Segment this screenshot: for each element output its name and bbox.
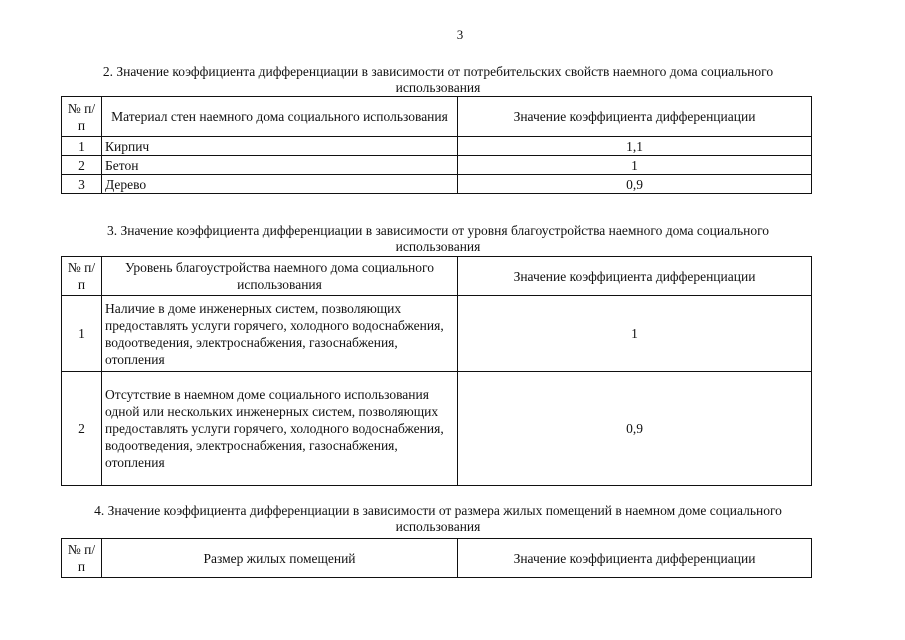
row-material: Бетон: [102, 156, 458, 175]
row-amenities: Наличие в доме инженерных систем, позволяющих предоставлять услуги горячего, холодного водоснабжения, водоотведения, электроснабжения, газоснабжения, отопления: [102, 296, 458, 372]
table-row: [62, 372, 812, 486]
header-wall-material: Материал стен наемного дома социального использования: [102, 97, 458, 137]
header-number: № п/п: [62, 257, 102, 296]
header-room-size: Размер жилых помещений: [102, 539, 458, 578]
table-header-row: [62, 257, 812, 296]
row-coefficient: 1: [458, 156, 812, 175]
header-coefficient: Значение коэффициента дифференциации: [458, 257, 812, 296]
table-header-row: [62, 539, 812, 578]
row-number: 1: [62, 137, 102, 156]
table-row: [62, 175, 812, 194]
row-material: Кирпич: [102, 137, 458, 156]
section-3-title: 3. Значение коэффициента дифференциации в зависимости от уровня благоустройства наемного дома социального использования: [106, 223, 770, 254]
row-number: 2: [62, 156, 102, 175]
room-size-table: [61, 538, 812, 578]
section-2-title: 2. Значение коэффициента дифференциации в зависимости от потребительских свойств наемного дома социального использования: [102, 64, 774, 95]
row-amenities: Отсутствие в наемном доме социального использования одной или нескольких инженерных систем, позволяющих предоставлять услуги горячего, холодного водоснабжения, водоотведения, электроснабжения, газоснабжения, отопления: [102, 372, 458, 486]
table-row: [62, 296, 812, 372]
header-coefficient: Значение коэффициента дифференциации: [458, 97, 812, 137]
row-coefficient: 1,1: [458, 137, 812, 156]
section-4-title: 4. Значение коэффициента дифференциации в зависимости от размера жилых помещений в наемном доме социального использования: [94, 503, 782, 534]
row-coefficient: 0,9: [458, 372, 812, 486]
wall-material-table: [61, 96, 812, 194]
header-amenities-level: Уровень благоустройства наемного дома социального использования: [102, 257, 458, 296]
amenities-table: [61, 256, 812, 486]
table-header-row: [62, 97, 812, 137]
table-row: [62, 156, 812, 175]
header-coefficient: Значение коэффициента дифференциации: [458, 539, 812, 578]
header-number: № п/п: [62, 97, 102, 137]
row-number: 3: [62, 175, 102, 194]
page-number: 3: [456, 27, 464, 42]
row-number: 1: [62, 296, 102, 372]
row-number: 2: [62, 372, 102, 486]
row-coefficient: 0,9: [458, 175, 812, 194]
row-material: Дерево: [102, 175, 458, 194]
table-row: [62, 137, 812, 156]
row-coefficient: 1: [458, 296, 812, 372]
header-number: № п/п: [62, 539, 102, 578]
